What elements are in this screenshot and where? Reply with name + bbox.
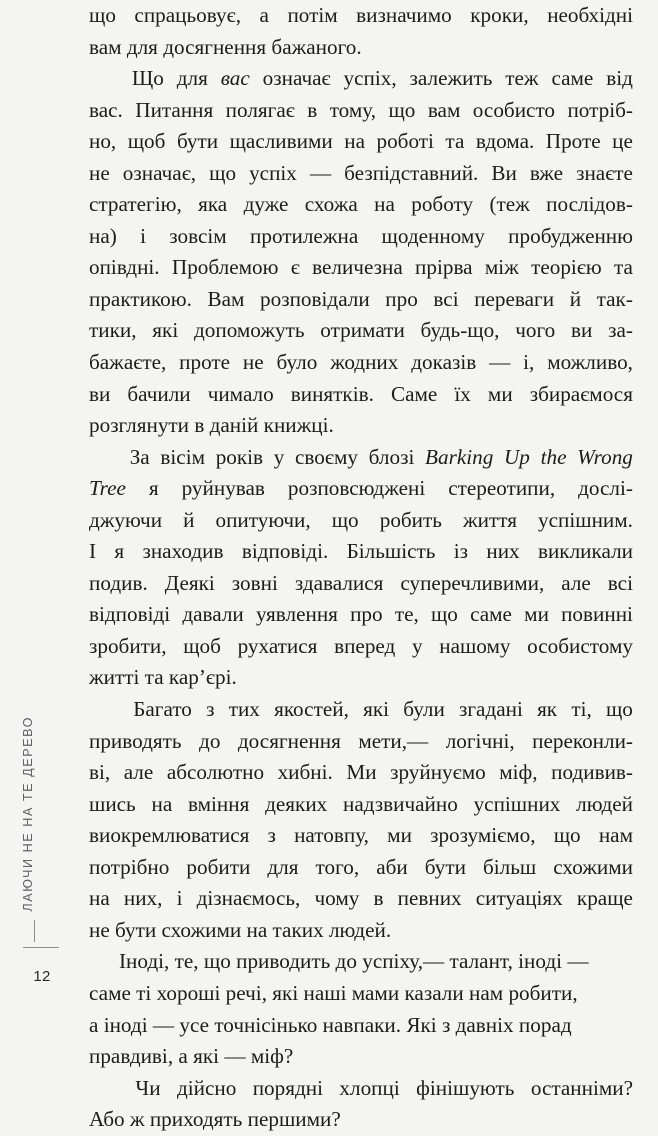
word: збираємося — [529, 381, 633, 406]
word: успіх, — [343, 66, 397, 91]
word: бачили — [127, 381, 191, 406]
paragraph — [89, 946, 633, 1072]
text-line — [89, 631, 633, 663]
word: рухатися — [237, 633, 318, 658]
word: не — [89, 160, 110, 185]
text-line — [89, 379, 633, 411]
text-block — [89, 0, 633, 1132]
word: пробудженню — [508, 223, 633, 248]
word: знаходив — [142, 539, 224, 564]
word: ми — [487, 381, 513, 406]
word: нашому — [439, 633, 511, 658]
word: теж — [505, 66, 539, 91]
word: визначимо — [356, 3, 452, 27]
word: що — [209, 160, 237, 185]
word: повинні — [561, 602, 633, 627]
word: про — [350, 602, 383, 627]
text-line — [89, 852, 633, 884]
word: здавалися — [294, 570, 384, 595]
word: успішних — [473, 791, 561, 816]
word: вперед — [334, 633, 396, 658]
word: на — [374, 192, 395, 217]
word: величезна — [312, 255, 403, 280]
text-line — [89, 946, 633, 978]
word: абсолютно — [166, 760, 265, 785]
word: протилежна — [250, 223, 359, 248]
word: логічні, — [445, 728, 515, 753]
word: знаєте — [576, 160, 633, 185]
word: деяких — [265, 791, 328, 816]
word: спрацьовує, — [134, 3, 242, 27]
word: блозі — [368, 444, 415, 469]
text-line — [89, 347, 633, 379]
word: допоможуть — [194, 318, 305, 343]
text-line — [89, 662, 633, 694]
word: потім — [287, 3, 338, 27]
word: ті, — [571, 697, 592, 722]
word: Проте — [545, 129, 601, 154]
word: фінішують — [416, 1075, 515, 1100]
word: За — [129, 444, 150, 469]
text-line — [89, 757, 633, 789]
word: но, — [89, 129, 117, 154]
text-line — [89, 694, 633, 726]
word: дійсно — [176, 1075, 237, 1100]
word: чого — [515, 318, 556, 343]
text-line — [89, 473, 633, 505]
word: Більшість — [346, 539, 436, 564]
word: того, — [315, 854, 360, 879]
word: було — [276, 350, 318, 375]
word: ситуаціях — [475, 886, 563, 911]
word: роботу — [411, 192, 474, 217]
word: мети,— — [358, 728, 429, 753]
word: the — [540, 444, 567, 469]
word: на — [89, 886, 110, 911]
paragraph-indent — [89, 1073, 119, 1105]
word: в — [307, 97, 318, 122]
word: які — [152, 318, 179, 343]
text-line — [89, 1041, 633, 1073]
word: краще — [576, 886, 633, 911]
word: стратегію, — [89, 192, 182, 217]
paragraph — [89, 694, 633, 946]
word: І — [89, 539, 97, 564]
word: відповіді. — [241, 539, 329, 564]
word: останніми? — [530, 1075, 633, 1100]
text-line — [89, 883, 633, 915]
word: я — [148, 476, 159, 501]
word: необхідні — [547, 3, 633, 27]
word: вісім — [160, 444, 205, 469]
paragraph — [89, 442, 633, 694]
word: так- — [596, 286, 633, 311]
word: — — [489, 350, 511, 375]
word: аби — [376, 854, 408, 879]
text-line — [89, 284, 633, 316]
word: Або ж приходять першими? — [89, 1107, 341, 1132]
word: років — [215, 444, 264, 469]
word: суперечливими, — [400, 570, 545, 595]
text-line — [89, 442, 633, 474]
word: людей — [576, 791, 633, 816]
word: Деякі — [164, 570, 215, 595]
word: для — [176, 66, 208, 91]
word: тих — [228, 697, 260, 722]
word: хибні. — [277, 760, 333, 785]
word: розглянути в даній книжці. — [89, 413, 334, 438]
word: залежить — [409, 66, 493, 91]
word: шись — [89, 791, 136, 816]
text-line — [89, 915, 633, 947]
word: від — [606, 66, 633, 91]
word: робить — [379, 507, 442, 532]
word: бути — [176, 129, 219, 154]
word: житті та кар’єрі. — [89, 665, 237, 690]
word: розповідали — [260, 286, 370, 311]
word: й — [183, 507, 195, 532]
word: правдиві, а які — міф? — [89, 1044, 294, 1069]
word: що — [331, 507, 359, 532]
word: як — [537, 697, 558, 722]
word: можливо, — [547, 350, 633, 375]
word: приводять — [89, 728, 182, 753]
word: кроки, — [470, 3, 529, 27]
text-line — [89, 1104, 633, 1136]
word: своєму — [295, 444, 358, 469]
word: для — [267, 854, 299, 879]
word: згадані — [458, 697, 523, 722]
word: особистому — [527, 633, 633, 658]
word: опівдні. — [89, 255, 160, 280]
word: але — [123, 760, 154, 785]
word: але — [561, 570, 591, 595]
word: чому — [314, 886, 360, 911]
word: дуже — [243, 192, 289, 217]
word: саме — [551, 66, 594, 91]
word: за- — [608, 318, 633, 343]
word: робити — [186, 854, 251, 879]
word: означає, — [122, 160, 197, 185]
word: певних — [397, 886, 462, 911]
word: бути — [424, 854, 466, 879]
word: на — [151, 791, 173, 816]
word: щасливими — [229, 129, 333, 154]
text-line — [89, 221, 633, 253]
word: послідов- — [546, 192, 633, 217]
word: особисто — [472, 97, 556, 122]
word: Проблемою — [171, 255, 279, 280]
word: вдома. — [475, 129, 535, 154]
word: вам для досягнення бажаного. — [89, 34, 362, 59]
word: Barking — [425, 444, 494, 469]
word: зруйнуємо — [390, 760, 486, 785]
word: викликали — [537, 539, 633, 564]
word: з — [206, 697, 215, 722]
word: якостей, — [274, 697, 349, 722]
word: їх — [454, 381, 471, 406]
text-line — [89, 126, 633, 158]
text-line — [89, 1073, 633, 1105]
word: Вам — [207, 286, 245, 311]
text-line — [89, 95, 633, 127]
word: нам — [598, 823, 633, 848]
word: саме — [470, 602, 512, 627]
text-line — [89, 252, 633, 284]
text-line — [89, 505, 633, 537]
word: зробити, — [89, 633, 167, 658]
word: є — [290, 255, 300, 280]
word: чимало — [207, 381, 274, 406]
word: і — [176, 886, 183, 911]
word: опитуючи, — [215, 507, 311, 532]
paragraph-indent — [89, 442, 119, 474]
word: безпідставний. — [344, 160, 479, 185]
word: переконли- — [532, 728, 633, 753]
paragraph-indent — [89, 694, 119, 726]
word: до — [199, 728, 221, 753]
word: потрібно — [89, 854, 170, 879]
text-line — [89, 1010, 633, 1042]
word: щоб — [127, 129, 166, 154]
word: ми — [387, 823, 412, 848]
text-line — [89, 158, 633, 190]
word: та — [614, 255, 633, 280]
word: дослі- — [578, 476, 633, 501]
word: вже — [529, 160, 564, 185]
paragraph — [89, 1073, 633, 1136]
word: й — [569, 286, 582, 311]
word: Ви — [491, 160, 517, 185]
word: на — [344, 129, 365, 154]
word: тому, — [329, 97, 377, 122]
word: Питання — [135, 97, 214, 122]
text-line — [89, 726, 633, 758]
word: і, — [523, 350, 535, 375]
word: вас. — [89, 97, 123, 122]
word: із — [453, 539, 469, 564]
word: схожа — [304, 192, 358, 217]
word: успішним. — [538, 507, 633, 532]
word: це — [612, 129, 633, 154]
word: роботі — [376, 129, 434, 154]
word: Багато — [133, 697, 192, 722]
word: (теж — [489, 192, 530, 217]
word: подив. — [89, 570, 148, 595]
word: досягнення — [237, 728, 341, 753]
word: були — [403, 697, 445, 722]
text-line — [89, 789, 633, 821]
word: яка — [198, 192, 228, 217]
word: у — [273, 444, 285, 469]
word: а іноді — усе точнісінько навпаки. Які з давніх порад — [89, 1012, 572, 1037]
word: полягає — [225, 97, 295, 122]
word: переваги — [474, 286, 555, 311]
word: них — [486, 539, 520, 564]
word: що — [388, 97, 416, 122]
word: не бути схожими на таких людей. — [89, 917, 392, 942]
word: виокремлюватися — [89, 823, 250, 848]
word: Ми — [346, 760, 377, 785]
word: дізнаємось, — [196, 886, 301, 911]
word: ви — [571, 318, 593, 343]
paragraph — [89, 0, 633, 63]
word: з — [267, 823, 276, 848]
word: зрозуміємо, — [430, 823, 536, 848]
word: про — [385, 286, 418, 311]
text-line — [89, 63, 633, 95]
word: отримати — [320, 318, 405, 343]
word: порядні — [252, 1075, 323, 1100]
word: уявлення — [255, 602, 338, 627]
word: Саме — [390, 381, 438, 406]
word: а — [259, 3, 269, 27]
word: розповсюджені — [287, 476, 426, 501]
word: зовсім — [169, 223, 227, 248]
word: всі — [607, 570, 633, 595]
word: потріб- — [567, 97, 633, 122]
word: вас — [220, 66, 250, 91]
word: жодних — [330, 350, 399, 375]
word: не — [242, 350, 264, 375]
text-line — [89, 568, 633, 600]
word: і — [140, 223, 146, 248]
word: джуючи — [89, 507, 163, 532]
text-line — [89, 410, 633, 442]
word: що — [430, 602, 458, 627]
word: що — [89, 3, 116, 27]
word: Wrong — [577, 444, 633, 469]
word: міф, — [499, 760, 538, 785]
word: вам — [427, 97, 461, 122]
word: хлопці — [339, 1075, 400, 1100]
word: що — [553, 823, 581, 848]
text-line — [89, 599, 633, 631]
word: теорією — [531, 255, 602, 280]
text-line — [89, 315, 633, 347]
word: те, — [394, 602, 419, 627]
word: бажаєте, — [89, 350, 167, 375]
word: подивив- — [551, 760, 633, 785]
word: життя — [463, 507, 517, 532]
word: давали — [182, 602, 244, 627]
word: саме ті хороші речі, які наші мами казали нам робити, — [89, 980, 578, 1005]
word: них, — [123, 886, 163, 911]
paragraph-indent — [89, 63, 119, 95]
word: означає — [262, 66, 331, 91]
text-line — [89, 536, 633, 568]
word: відповіді — [89, 602, 171, 627]
word: між — [484, 255, 519, 280]
word: та — [445, 129, 465, 154]
word: щоденному — [381, 223, 485, 248]
word: доказів — [411, 350, 477, 375]
word: стереотипи, — [448, 476, 556, 501]
running-head: ЛАЮЧИ НЕ НА ТЕ ДЕРЕВО — [21, 716, 35, 912]
word: ві, — [89, 760, 111, 785]
text-line — [89, 820, 633, 852]
rail-tick-rule — [34, 920, 35, 942]
word: щоб — [183, 633, 221, 658]
word: зовні — [231, 570, 278, 595]
text-line — [89, 32, 633, 64]
word: схожими — [553, 854, 633, 879]
word: на) — [89, 223, 117, 248]
word: Tree — [89, 476, 126, 501]
word: всі — [433, 286, 459, 311]
word: тики, — [89, 318, 137, 343]
word: практикою. — [89, 286, 192, 311]
folio-rule — [23, 947, 59, 948]
word: Up — [504, 444, 530, 469]
word: ми — [524, 602, 549, 627]
word: які — [363, 697, 390, 722]
word: руйнував — [181, 476, 265, 501]
word: у — [411, 633, 423, 658]
word: я — [114, 539, 125, 564]
word: надзвичайно — [343, 791, 458, 816]
text-line — [89, 978, 633, 1010]
page-number: 12 — [33, 968, 51, 985]
paragraph — [89, 63, 633, 442]
text-line — [89, 0, 633, 32]
word: ви — [89, 381, 111, 406]
word: будь-що, — [420, 318, 500, 343]
word: в — [373, 886, 384, 911]
word: прірва — [415, 255, 473, 280]
word: проте — [179, 350, 231, 375]
page-rail — [0, 0, 86, 1000]
word: Що — [131, 66, 164, 91]
word: вміння — [187, 791, 250, 816]
word: успіх — [249, 160, 297, 185]
word: винятків. — [290, 381, 374, 406]
text-line — [89, 189, 633, 221]
word: що — [605, 697, 633, 722]
word: більш — [483, 854, 537, 879]
word: Чи — [135, 1075, 161, 1100]
word: Іноді, те, що приводить до успіху,— талант, іноді — — [119, 949, 589, 974]
word: — — [309, 160, 332, 185]
word: натовпу, — [294, 823, 369, 848]
